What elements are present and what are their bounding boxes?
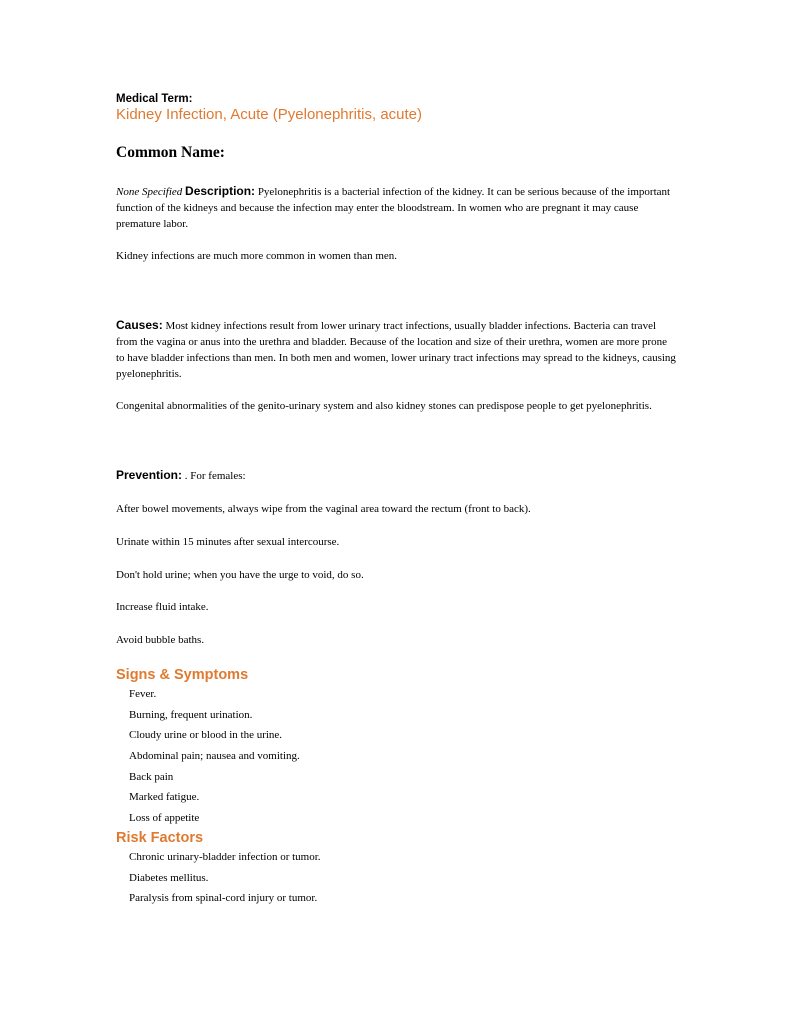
description-label: Description: bbox=[185, 184, 256, 198]
prevention-item: Avoid bubble baths. bbox=[116, 634, 205, 647]
causes-paragraph-2: Congenital abnormalities of the genito-urinary system and also kidney stones can predispose people to get pyelonephritis. bbox=[116, 400, 652, 413]
causes-label: Causes: bbox=[116, 318, 163, 333]
prevention-label: Prevention: bbox=[116, 468, 183, 483]
risk-factors-heading: Risk Factors bbox=[116, 829, 204, 846]
prevention-item: After bowel movements, always wipe from the vaginal area toward the rectum (front to back). bbox=[116, 502, 531, 515]
prevention-item: Increase fluid intake. bbox=[116, 601, 209, 614]
list-item: Cloudy urine or blood in the urine. bbox=[129, 729, 283, 742]
medical-term-label: Medical Term: bbox=[116, 93, 193, 105]
common-name-label: Common Name: bbox=[116, 144, 225, 161]
prevention-paragraph bbox=[116, 468, 676, 485]
list-item: Chronic urinary-bladder infection or tumor. bbox=[129, 850, 321, 863]
prevention-item: Urinate within 15 minutes after sexual intercourse. bbox=[116, 535, 340, 548]
description-text: Pyelonephritis is a bacterial infection of the kidney. It can be serious because of the important function of the kidneys and because the infection may enter the bloodstream. In women who are pregnant it may cause premature labor. bbox=[116, 186, 671, 230]
list-item: Paralysis from spinal-cord injury or tumor. bbox=[129, 892, 318, 905]
list-item: Burning, frequent urination. bbox=[129, 708, 253, 721]
signs-symptoms-heading: Signs & Symptoms bbox=[116, 666, 249, 683]
causes-text: Most kidney infections result from lower urinary tract infections, usually bladder infections. Bacteria can travel from the vagina or anus into the urethra and bladder. Because of the location and size of their urethra, women are more prone to have bladder infections than men. In both men and women, lower urinary tract infections may spread to the kidneys, causing pyelonephritis. bbox=[116, 320, 676, 380]
document-page bbox=[116, 92, 676, 909]
prevention-intro: . For females: bbox=[184, 470, 246, 483]
description-paragraph-2: Kidney infections are much more common in women than men. bbox=[116, 250, 398, 263]
prevention-item: Don't hold urine; when you have the urge to void, do so. bbox=[116, 568, 364, 581]
medical-term-value: Kidney Infection, Acute (Pyelonephritis, acute) bbox=[116, 106, 423, 123]
list-item: Diabetes mellitus. bbox=[129, 871, 209, 884]
description-paragraph bbox=[116, 184, 676, 232]
common-name-value: None Specified bbox=[116, 186, 183, 198]
risk-factors-list bbox=[116, 847, 676, 909]
list-item: Marked fatigue. bbox=[129, 791, 200, 804]
causes-paragraph bbox=[116, 318, 676, 382]
list-item: Back pain bbox=[129, 770, 174, 783]
signs-symptoms-list bbox=[116, 684, 676, 829]
list-item: Fever. bbox=[129, 687, 157, 700]
list-item: Loss of appetite bbox=[129, 812, 200, 825]
list-item: Abdominal pain; nausea and vomiting. bbox=[129, 750, 300, 763]
